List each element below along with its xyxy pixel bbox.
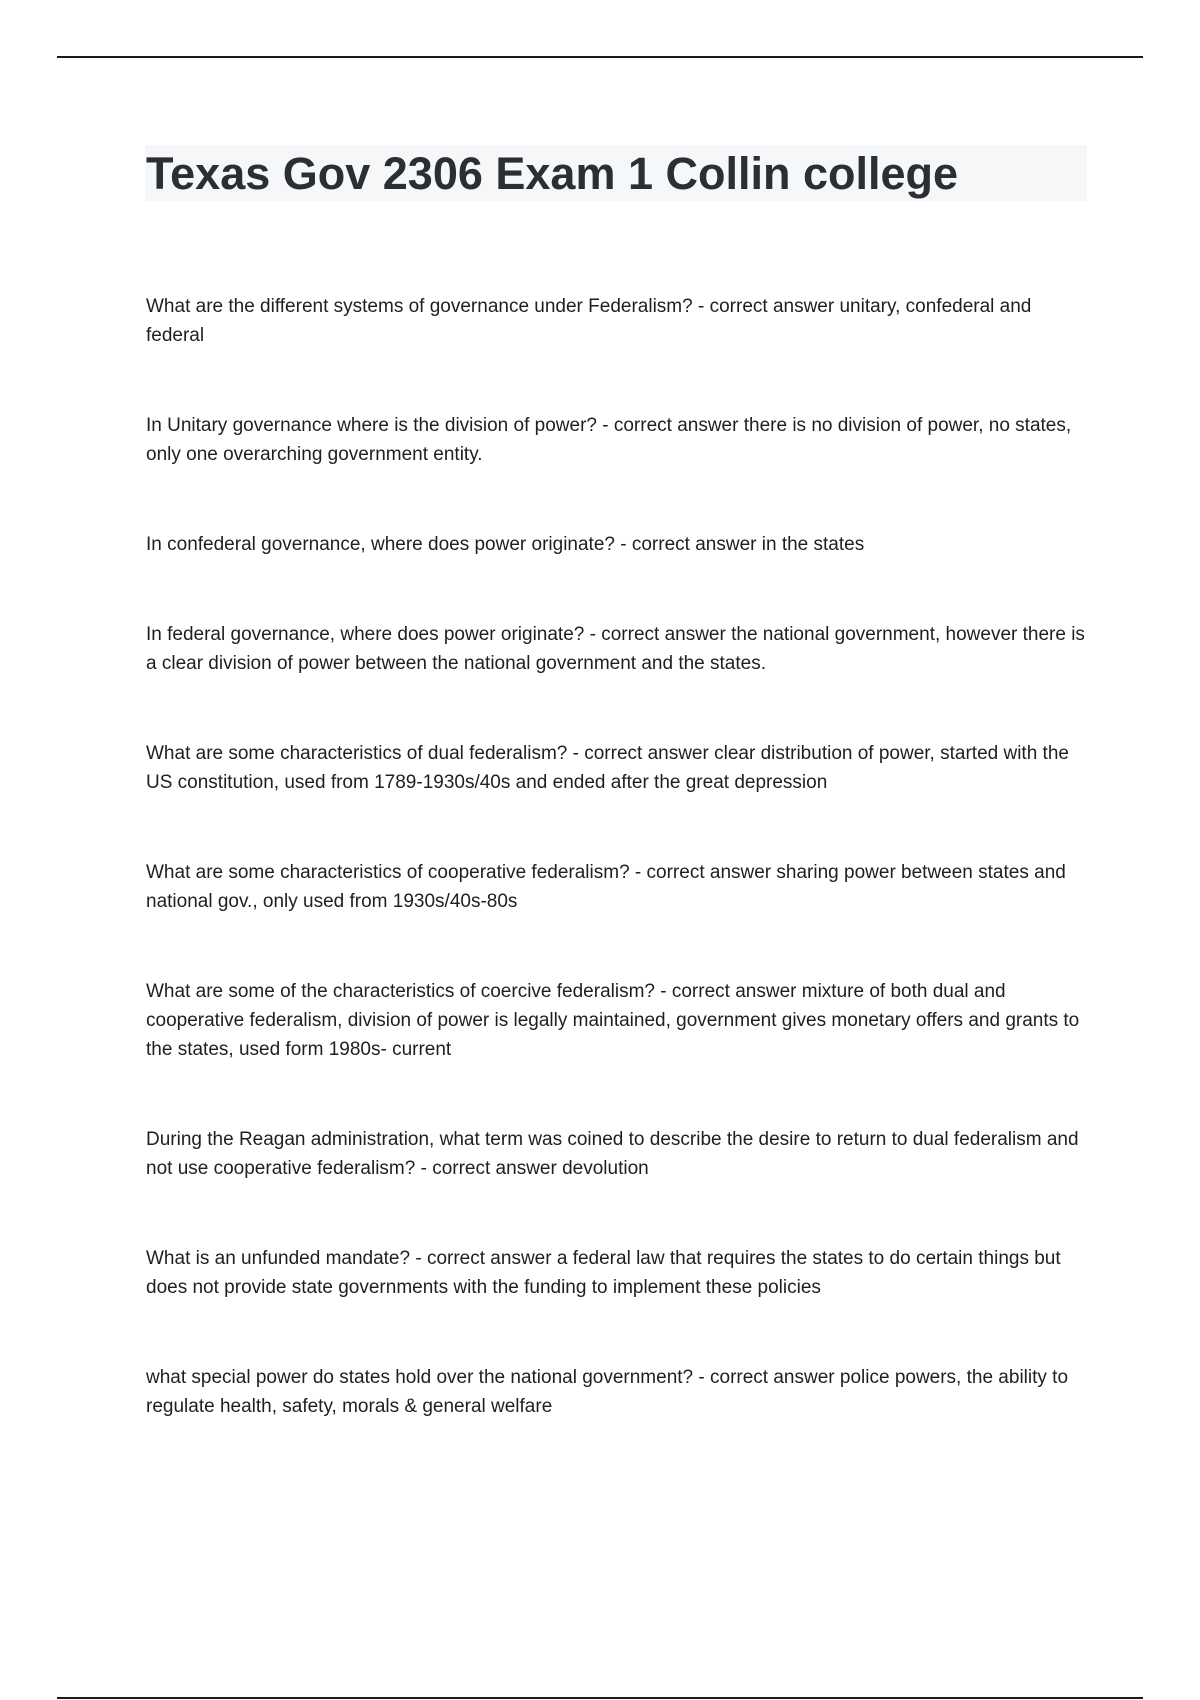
answer-text: there is no division of power, no states, only one overarching government entity. xyxy=(146,415,1072,465)
question-text: What are some characteristics of cooperative federalism? xyxy=(146,862,630,883)
question-text: What are some characteristics of dual federalism? xyxy=(146,743,568,764)
qa-item xyxy=(146,1244,1091,1302)
question-text: During the Reagan administration, what term was coined to describe the desire to return to dual federalism and not use cooperative federalism? xyxy=(146,1129,1079,1179)
answer-separator: - correct answer xyxy=(614,534,762,555)
qa-item xyxy=(146,977,1091,1064)
answer-text: a federal law that requires the states to do certain things but does not provide state governments with the funding to implement these policies xyxy=(146,1248,1061,1298)
question-text: what special power do states hold over the national government? xyxy=(146,1367,694,1388)
answer-text: unitary, confederal and federal xyxy=(146,296,1032,346)
answer-text: clear distribution of power, started with the US constitution, used from 1789-1930s/40s and ended after the great depression xyxy=(146,743,1069,793)
answer-separator: - correct answer xyxy=(567,743,715,764)
answer-text: police powers, the ability to regulate health, safety, morals & general welfare xyxy=(146,1367,1069,1417)
qa-item xyxy=(146,1125,1091,1183)
answer-separator: - correct answer xyxy=(596,415,744,436)
qa-item xyxy=(146,292,1091,350)
answer-text: the national government, however there is a clear division of power between the national government and the states. xyxy=(146,624,1085,674)
answer-separator: - correct answer xyxy=(693,1367,840,1388)
document-title: Texas Gov 2306 Exam 1 Collin college xyxy=(146,148,959,199)
answer-separator: - correct answer xyxy=(654,981,802,1002)
qa-item xyxy=(146,1363,1091,1421)
answer-separator: - correct answer xyxy=(629,862,777,883)
qa-list xyxy=(146,292,1091,1482)
answer-text: sharing power between states and national gov., only used from 1930s/40s-80s xyxy=(146,862,1066,912)
question-text: In Unitary governance where is the division of power? xyxy=(146,415,597,436)
question-text: In confederal governance, where does power originate? xyxy=(146,534,615,555)
answer-text: in the states xyxy=(761,534,865,555)
answer-separator: - correct answer xyxy=(692,296,840,317)
answer-text: mixture of both dual and cooperative federalism, division of power is legally maintained, government gives monetary offers and grants to the states, used form 1980s- current xyxy=(146,981,1080,1060)
bottom-divider xyxy=(57,1697,1143,1699)
qa-item xyxy=(146,530,1091,559)
qa-item xyxy=(146,620,1091,678)
question-text: What are the different systems of governance under Federalism? xyxy=(146,296,693,317)
answer-separator: - correct answer xyxy=(415,1158,563,1179)
qa-item xyxy=(146,411,1091,469)
question-text: In federal governance, where does power originate? xyxy=(146,624,585,645)
question-text: What is an unfunded mandate? xyxy=(146,1248,411,1269)
answer-separator: - correct answer xyxy=(410,1248,557,1269)
answer-text: devolution xyxy=(562,1158,649,1179)
qa-item xyxy=(146,739,1091,797)
qa-item xyxy=(146,858,1091,916)
top-divider xyxy=(57,56,1143,58)
answer-separator: - correct answer xyxy=(584,624,732,645)
question-text: What are some of the characteristics of coercive federalism? xyxy=(146,981,655,1002)
